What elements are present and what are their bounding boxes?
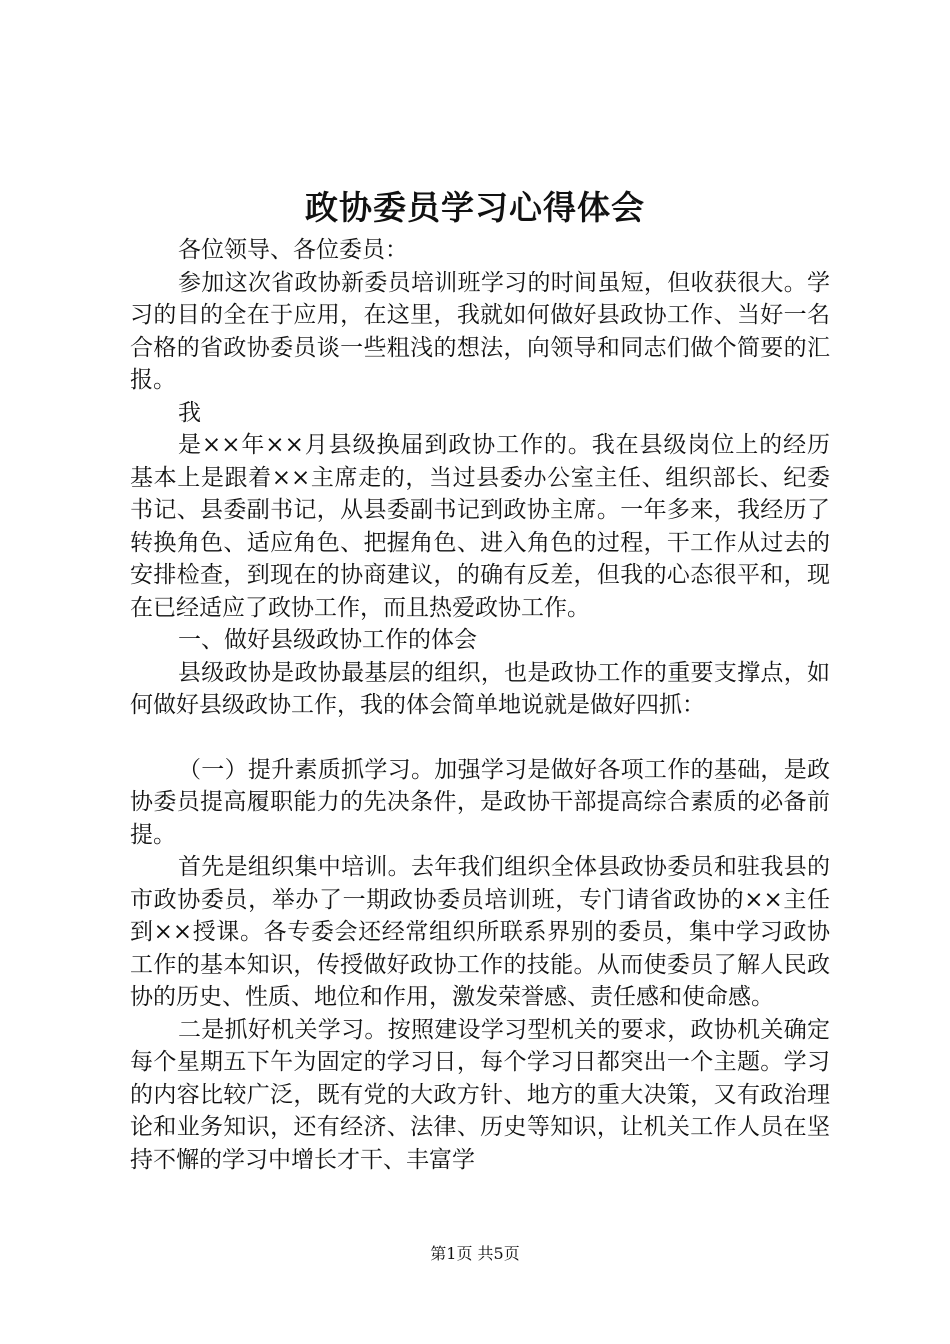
paragraph: 是××年××月县级换届到政协工作的。我在县级岗位上的经历基本上是跟着××主席走的，当过县委办公室主任、组织部长、纪委书记、县委副书记，从县委副书记到政协主席。一年多来，我经历了转换角色、适应角色、把握角色、进入角色的过程，干工作从过去的安排检查，到现在的协商建议，的确有反差，但我的心态很平和，现在已经适应了政协工作，而且热爱政协工作。 [130,432,830,621]
paragraph: 二是抓好机关学习。按照建设学习型机关的要求，政协机关确定每个星期五下午为固定的学习日，每个学习日都突出一个主题。学习的内容比较广泛，既有党的大政方针、地方的重大决策，又有政治理论和业务知识，还有经济、法律、历史等知识，让机关工作人员在坚持不懈的学习中增长才干、丰富学 [130,1016,830,1173]
paragraph: 参加这次省政协新委员培训班学习的时间虽短，但收获很大。学习的目的全在于应用，在这里，我就如何做好县政协工作、当好一名合格的省政协委员谈一些粗浅的想法，向领导和同志们做个简要的汇报。 [130,269,830,393]
document-title: 政协委员学习心得体会 [305,188,645,227]
paragraph: 首先是组织集中培训。去年我们组织全体县政协委员和驻我县的市政协委员，举办了一期政协委员培训班，专门请省政协的××主任到××授课。各专委会还经常组织所联系界别的委员，集中学习政协工作的基本知识，传授做好政协工作的技能。从而使委员了解人民政协的历史、性质、地位和作用，激发荣誉感、责任感和使命感。 [130,854,830,1010]
paragraph: 县级政协是政协最基层的组织，也是政协工作的重要支撑点，如何做好县级政协工作，我的体会简单地说就是做好四抓： [130,659,830,718]
paragraph-salutation: 各位领导、各位委员： [178,237,408,263]
page-number-footer: 第1页 共5页 [430,1244,520,1263]
subsection-paragraph: （一）提升素质抓学习。加强学习是做好各项工作的基础，是政协委员提高履职能力的先决条件，是政协干部提高综合素质的必备前提。 [130,756,830,848]
document-body [130,234,830,1176]
paragraph: 我 [178,399,201,426]
section-heading: 一、做好县级政协工作的体会 [178,627,477,653]
